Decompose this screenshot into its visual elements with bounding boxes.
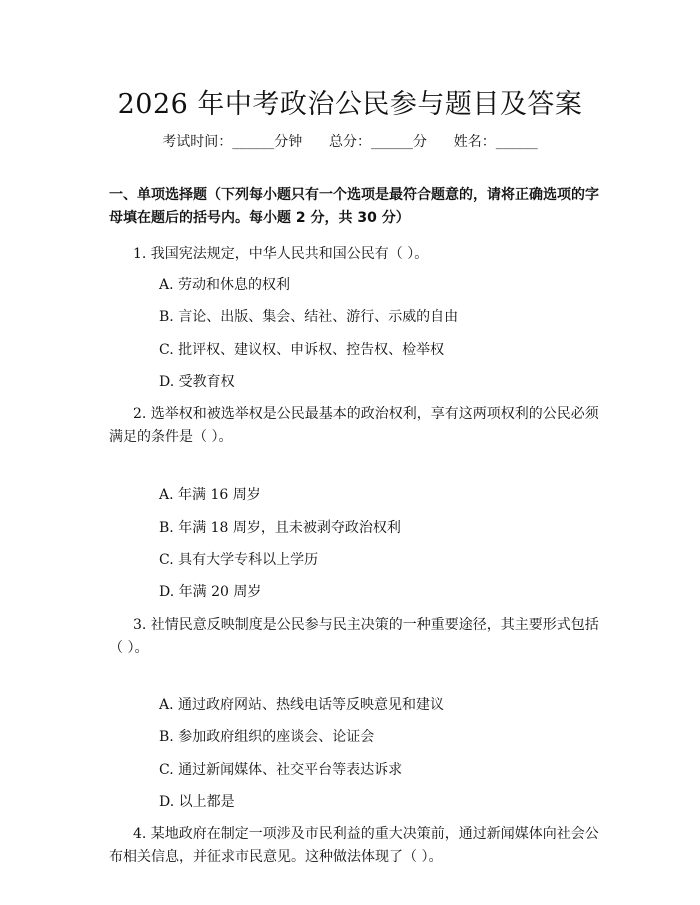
question-2	[109, 403, 602, 449]
option-b: B. 参加政府组织的座谈会、论证会	[159, 729, 375, 745]
option-c: C. 具有大学专科以上学历	[159, 552, 319, 568]
option-c: C. 批评权、建议权、申诉权、控告权、检举权	[159, 342, 445, 358]
option-a: A. 通过政府网站、热线电话等反映意见和建议	[159, 697, 445, 713]
question-stem: 4. 某地政府在制定一项涉及市民利益的重大决策前，通过新闻媒体向社会公布相关信息，并征求市民意见。这种做法体现了（ ）。	[109, 826, 599, 865]
question-stem: 1. 我国宪法规定，中华人民共和国公民有（ ）。	[133, 246, 429, 262]
question-stem: 2. 选举权和被选举权是公民最基本的政治权利，享有这两项权利的公民必须满足的条件是（ ）。	[109, 406, 599, 445]
option-d: D. 以上都是	[159, 794, 235, 810]
section-heading: 一、单项选择题（下列每小题只有一个选项是最符合题意的，请将正确选项的字母填在题后的括号内。每小题 2 分，共 30 分）	[109, 187, 599, 226]
option-a: A. 劳动和休息的权利	[159, 277, 291, 293]
option-a: A. 年满 16 周岁	[159, 487, 261, 503]
question-stem: 3. 社情民意反映制度是公民参与民主决策的一种重要途径，其主要形式包括（ ）。	[109, 617, 599, 656]
exam-info-line: 考试时间：______分钟 总分：______分 姓名：______	[162, 134, 538, 150]
option-d: D. 受教育权	[159, 374, 235, 390]
option-b: B. 言论、出版、集会、结社、游行、示威的自由	[159, 309, 459, 325]
option-d: D. 年满 20 周岁	[159, 584, 262, 600]
page-title: 2026 年中考政治公民参与题目及答案	[117, 89, 583, 120]
question-3	[109, 614, 602, 660]
option-b: B. 年满 18 周岁，且未被剥夺政治权利	[159, 520, 401, 536]
question-4	[109, 823, 602, 869]
question-1	[109, 243, 602, 266]
option-c: C. 通过新闻媒体、社交平台等表达诉求	[159, 762, 403, 778]
